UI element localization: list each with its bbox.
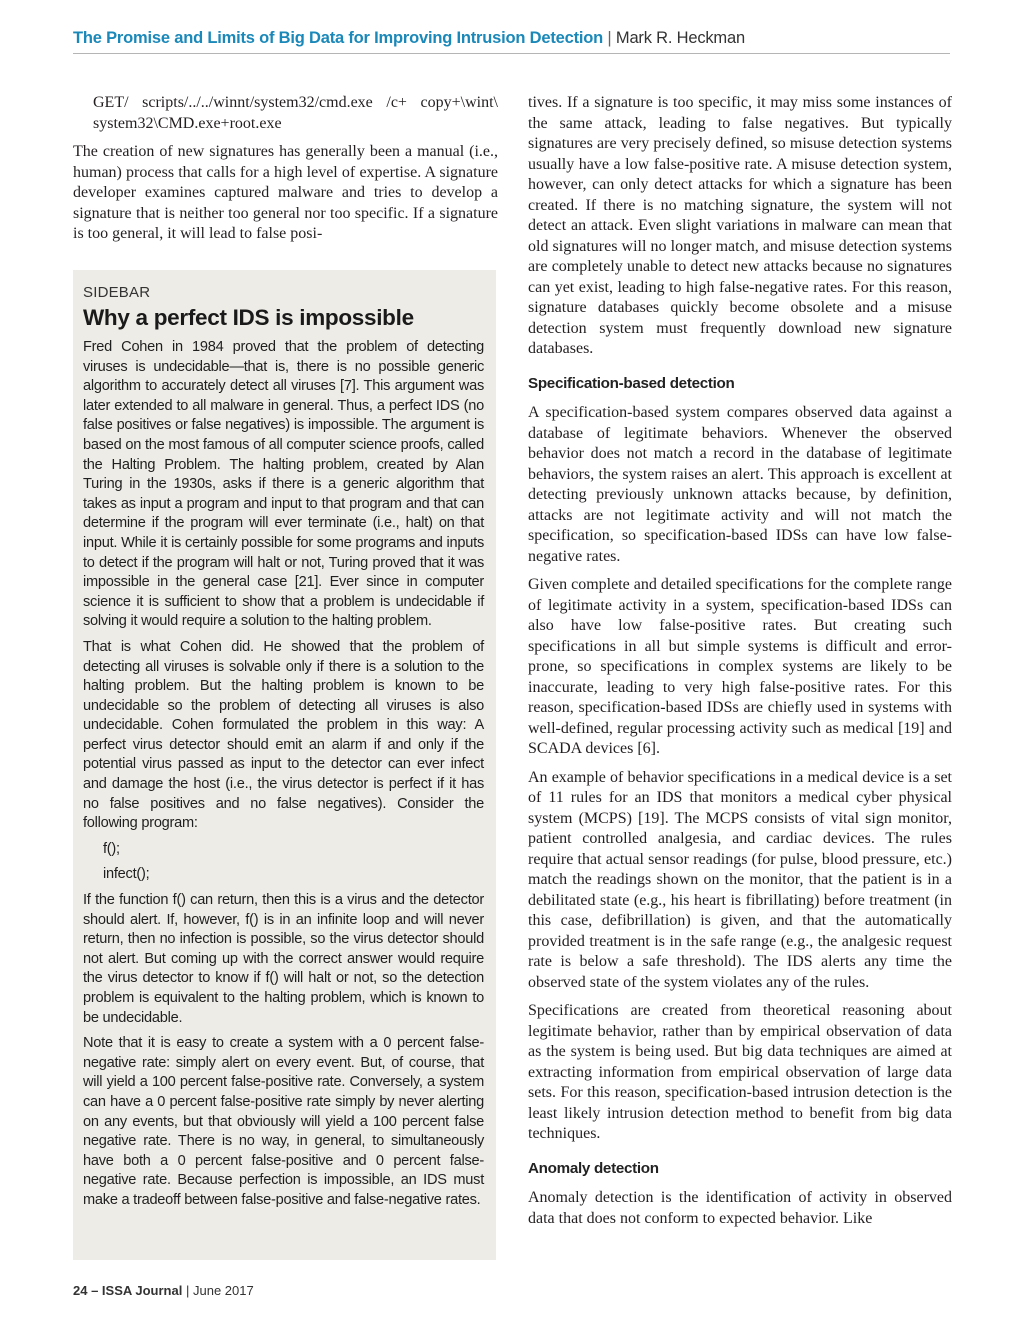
sidebar-body bbox=[83, 338, 484, 1211]
sidebar-code-line: infect(); bbox=[103, 866, 150, 883]
article-author: Mark R. Heckman bbox=[615, 29, 745, 47]
body-paragraph: Specifications are created from theoretical reasoning about legitimate behavior, rather than by empirical observation of data as the system is being used. But big data techniques are aimed at extracting information from empirical observation of large data sets. For this reason, specification-based intrusion detection is the least likely intrusion detection method to benefit from big data techniques. bbox=[528, 1002, 952, 1142]
body-paragraph: A specification-based system compares observed data against a database of legitimate behaviors. Whenever the observed behavior does not match a record in the database of legitimate behaviors, the system raises an alert. This approach is excellent at detecting previously unknown attacks because, by definition, attacks are not legitimate activity and will not match the specification, so specification-based IDSs can have low false-negative rates. bbox=[528, 404, 952, 565]
section-heading: Anomaly detection bbox=[528, 1159, 659, 1177]
sidebar-title: Why a perfect IDS is impossible bbox=[83, 305, 414, 330]
body-paragraph: An example of behavior specifications in a medical device is a set of 11 rules for an IDS that monitors a medical cyber physical system (MCPS) [19]. The MCPS consists of vital sign monitor, patient controlled analgesia, and cardiac devices. The rules require that actual sensor readings (for pulse, blood pressure, etc.) match the readings shown on the monitor, that the patient is in a debilitated state (e.g., his heart is fibrillating) before treatment (in this case, defibrillation) is given, and that the automatically provided treatment is in the safe range (e.g., the analgesic request rate is below a safe threshold). The IDS alerts any time the observed state of the system violates any of the rules. bbox=[528, 768, 952, 991]
sidebar-box bbox=[73, 270, 496, 1260]
body-paragraph: Given complete and detailed specifications for the complete range of legitimate activity in a system, specification-based IDSs can also have low false-positive rates. But creating such specifications in all but simple systems is difficult and error-prone, so specifications in complex systems are likely to be inaccurate, leading to very high false-positive rates. For this reason, specification-based IDSs are chiefly used in systems with well-defined, regular processing activity such as medical [19] and SCADA devices [6]. bbox=[528, 576, 952, 757]
sidebar-paragraph: If the function f() can return, then this is a virus and the detector should alert. If, however, f() is in an infinite loop and will never return, then no infection is possible, so the virus detector should not alert. But coming up with the correct answer would require the virus detector to know if f() will halt or not, so the detection problem is equivalent to the halting problem, which is known to be undecidable. bbox=[83, 892, 484, 1026]
page-footer bbox=[73, 1283, 254, 1298]
header-separator: | bbox=[607, 29, 612, 47]
sidebar-paragraph: Note that it is easy to create a system with a 0 percent false-negative rate: simply alert on every event. But, of course, that will yield a 100 percent false-positive rate. Conversely, a system can have a 0 percent false-positive rate simply by never alerting on any events, but that obviously will yield a 100 percent false negative rate. There is no way, in general, to simultaneously have both a 0 percent false-positive and 0 percent false-negative rate. Because perfection is impossible, an IDS must make a tradeoff between false-positive and false-negative rates. bbox=[83, 1035, 484, 1208]
article-title: The Promise and Limits of Big Data for Improving Intrusion Detection bbox=[73, 29, 604, 47]
code-example: GET/ scripts/../../winnt/system32/cmd.exe /c+ copy+\wint\ system32\CMD.exe+root.exe bbox=[93, 94, 498, 132]
body-paragraph: tives. If a signature is too specific, it may miss some instances of the same attack, leading to false negatives. But typically signatures are very precisely defined, so misuse detection systems usually have a low false-positive rate. A misuse detection system, however, can only detect attacks for which a signature has been created. If there is no matching signature, the system will not detect an attack. Even slight variations in malware can mean that old signatures will no longer match, and misuse detection systems are completely unable to detect new attacks because no signatures can yet exist, leading to high false-negative rates. For this reason, signature databases quickly become obsolete and a misuse detection system must frequently download new signature databases. bbox=[528, 94, 952, 357]
body-paragraph: Anomaly detection is the identification of activity in observed data that does not conform to expected behavior. Like bbox=[528, 1189, 952, 1227]
sidebar-label: SIDEBAR bbox=[83, 284, 151, 301]
right-column bbox=[528, 93, 952, 1237]
left-column bbox=[73, 93, 498, 253]
running-header bbox=[73, 29, 950, 48]
section-heading: Specification-based detection bbox=[528, 374, 735, 392]
sidebar-paragraph: Fred Cohen in 1984 proved that the problem of detecting viruses is undecidable—that is, there is no possible generic algorithm to accurately detect all viruses [7]. This argument was later extended to all malware in general. Thus, a perfect IDS (no false positives or false negatives) is impossible. The argument is based on the most famous of all computer science proofs, called the Halting Problem. The halting problem, created by Alan Turing in the 1930s, asks if there is a generic algorithm that takes as input a program and input to that program and that can determine if the program will ever terminate (i.e., halt) on that input. While it is certainly possible for some programs and inputs to detect if the program will halt or not, Turing proved that it was impossible in the general case [21]. Ever since in computer science it is sufficient to show that a problem is undecidable if solving it would require a solution to the halting problem. bbox=[83, 339, 484, 630]
sidebar-paragraph: That is what Cohen did. He showed that the problem of detecting all viruses is solvable only if there is a solution to the halting problem. But the halting problem is known to be undecidable so the problem of detecting all viruses is also undecidable. Cohen formulated the problem in this way: A perfect virus detector should emit an alarm if and only if the potential virus passed as input to the detector can ever infect and damage the host (i.e., the virus detector is perfect if it has no false positives and no false negatives). Consider the following program: bbox=[83, 638, 484, 832]
sidebar-code-line: f(); bbox=[103, 840, 120, 857]
footer-separator: | bbox=[185, 1283, 190, 1298]
issue-date: June 2017 bbox=[192, 1283, 254, 1298]
header-divider bbox=[73, 53, 950, 54]
body-paragraph: The creation of new signatures has generally been a manual (i.e., human) process that calls for a high level of expertise. A signature developer examines captured malware and tries to develop a signature that is neither too general nor too specific. If a signature is too general, it will lead to false posi- bbox=[73, 143, 498, 242]
page-number: 24 – ISSA Journal bbox=[73, 1283, 183, 1298]
